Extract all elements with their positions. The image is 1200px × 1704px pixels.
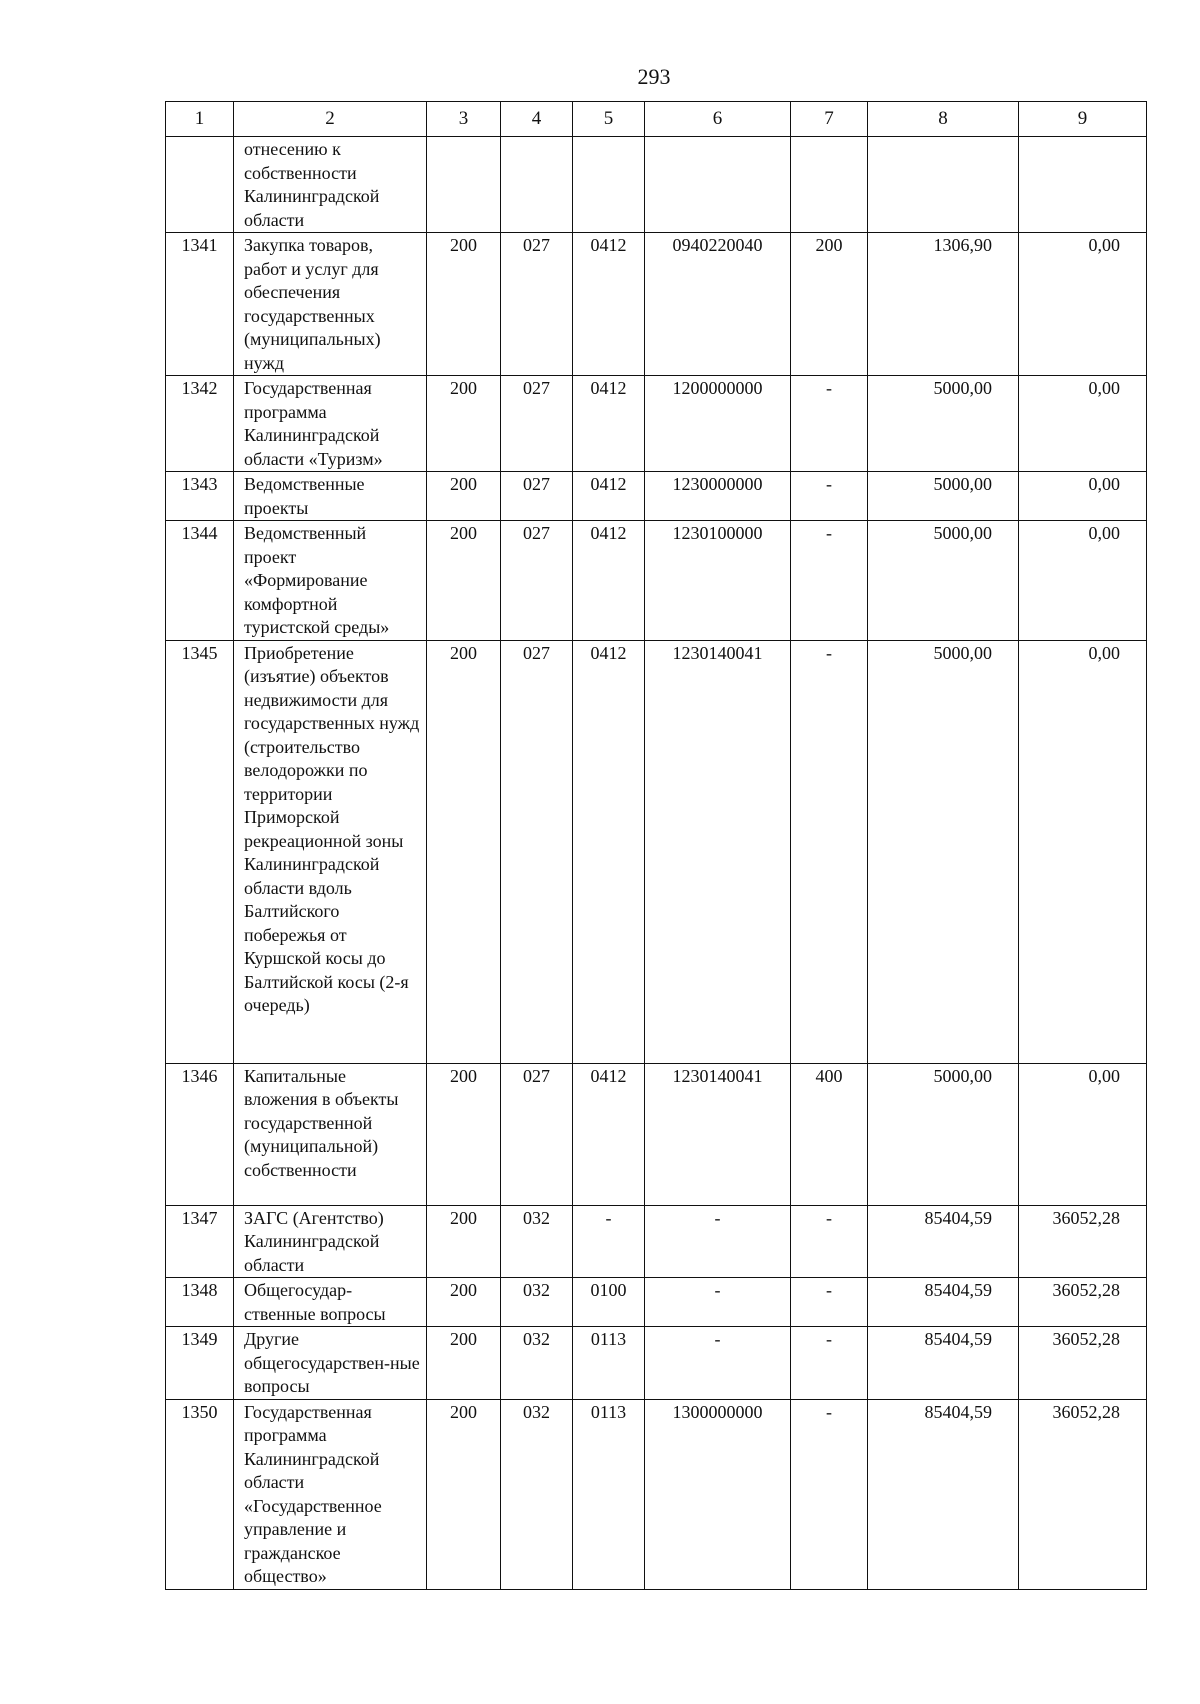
table-row [166,233,1147,376]
cell-col4: 027 [501,1063,573,1205]
cell-col7: - [791,1278,868,1327]
cell-col5: 0412 [573,1063,645,1205]
cell-col8: 85404,59 [868,1399,1019,1589]
cell-col5: 0412 [573,640,645,1063]
cell-col5: - [573,1205,645,1278]
row-number: 1350 [166,1399,234,1589]
cell-col3: 200 [427,521,501,641]
item-name: Государственная программа Калининградской области «Государственное управление и гражданское общество» [234,1399,427,1589]
table-row [166,1278,1147,1327]
cell-col3: 200 [427,1399,501,1589]
cell-col3: 200 [427,1063,501,1205]
cell-col5: 0412 [573,376,645,472]
item-name: Закупка товаров, работ и услуг для обеспечения государственных (муниципальных) нужд [234,233,427,376]
cell-col8: 5000,00 [868,376,1019,472]
cell-col8: 85404,59 [868,1327,1019,1400]
table-row [166,137,1147,233]
cell-col5: 0412 [573,472,645,521]
cell-col5: 0412 [573,521,645,641]
column-header-4: 4 [501,102,573,137]
cell-col4: 027 [501,376,573,472]
cell-col3: 200 [427,1278,501,1327]
cell-col7: - [791,472,868,521]
cell-col7: 400 [791,1063,868,1205]
page-number: 293 [637,64,671,89]
column-header-7: 7 [791,102,868,137]
table-row [166,1063,1147,1205]
table-row [166,472,1147,521]
item-name: Ведомственный проект «Формирование комфортной туристской среды» [234,521,427,641]
cell-col8: 85404,59 [868,1205,1019,1278]
row-number: 1343 [166,472,234,521]
cell-col4: 032 [501,1399,573,1589]
column-header-8: 8 [868,102,1019,137]
row-number: 1346 [166,1063,234,1205]
item-name: Капитальные вложения в объекты государственной (муниципальной) собственности [234,1063,427,1205]
cell-col6: 1200000000 [645,376,791,472]
cell-col3: 200 [427,1327,501,1400]
column-header-6: 6 [645,102,791,137]
table-row [166,521,1147,641]
cell-col5: 0113 [573,1399,645,1589]
cell-col6: - [645,1327,791,1400]
cell-col7: - [791,1399,868,1589]
cell-col8: 85404,59 [868,1278,1019,1327]
header-row [166,102,1147,137]
cell-col3 [427,137,501,233]
cell-col7: - [791,521,868,641]
table-row [166,1327,1147,1400]
row-number: 1344 [166,521,234,641]
cell-col9: 0,00 [1019,1063,1147,1205]
cell-col8: 5000,00 [868,472,1019,521]
cell-col5 [573,137,645,233]
cell-col9: 36052,28 [1019,1205,1147,1278]
cell-col4: 032 [501,1278,573,1327]
cell-col8: 5000,00 [868,1063,1019,1205]
row-number: 1347 [166,1205,234,1278]
cell-col7: - [791,376,868,472]
cell-col9: 0,00 [1019,472,1147,521]
column-header-2: 2 [234,102,427,137]
cell-col3: 200 [427,1205,501,1278]
row-number: 1348 [166,1278,234,1327]
column-header-9: 9 [1019,102,1147,137]
table-row [166,1399,1147,1589]
column-header-3: 3 [427,102,501,137]
cell-col9: 36052,28 [1019,1399,1147,1589]
item-name: ЗАГС (Агентство) Калининградской области [234,1205,427,1278]
cell-col9: 0,00 [1019,376,1147,472]
cell-col9: 36052,28 [1019,1278,1147,1327]
cell-col6: 1300000000 [645,1399,791,1589]
cell-col8: 1306,90 [868,233,1019,376]
cell-col6: 1230140041 [645,1063,791,1205]
cell-col9: 36052,28 [1019,1327,1147,1400]
cell-col7: 200 [791,233,868,376]
row-number: 1342 [166,376,234,472]
table-row [166,376,1147,472]
cell-col6: 0940220040 [645,233,791,376]
row-number: 1345 [166,640,234,1063]
cell-col7: - [791,640,868,1063]
column-header-5: 5 [573,102,645,137]
row-number: 1349 [166,1327,234,1400]
cell-col5: 0412 [573,233,645,376]
cell-col8: 5000,00 [868,521,1019,641]
cell-col8: 5000,00 [868,640,1019,1063]
cell-col9: 0,00 [1019,233,1147,376]
cell-col6 [645,137,791,233]
budget-table [165,101,1147,1590]
cell-col5: 0113 [573,1327,645,1400]
cell-col3: 200 [427,233,501,376]
cell-col6: 1230100000 [645,521,791,641]
cell-col8 [868,137,1019,233]
cell-col4: 032 [501,1327,573,1400]
cell-col4: 027 [501,640,573,1063]
cell-col4: 027 [501,472,573,521]
cell-col6: 1230140041 [645,640,791,1063]
column-header-1: 1 [166,102,234,137]
item-name: Государственная программа Калининградской области «Туризм» [234,376,427,472]
cell-col9: 0,00 [1019,521,1147,641]
table-row [166,640,1147,1063]
cell-col9 [1019,137,1147,233]
cell-col7: - [791,1205,868,1278]
cell-col7: - [791,1327,868,1400]
item-name: отнесению к собственности Калининградской области [234,137,427,233]
cell-col6: - [645,1278,791,1327]
table-row [166,1205,1147,1278]
cell-col4: 027 [501,233,573,376]
cell-col3: 200 [427,376,501,472]
cell-col4 [501,137,573,233]
cell-col3: 200 [427,472,501,521]
item-name: Приобретение (изъятие) объектов недвижимости для государственных нужд (строительство велодорожки по территории Приморской рекреационной зоны Калининградской области вдоль Балтийского побережья от Куршской косы до Балтийской косы (2-я очередь) [234,640,427,1063]
cell-col4: 027 [501,521,573,641]
cell-col6: 1230000000 [645,472,791,521]
item-name: Общегосудар-ственные вопросы [234,1278,427,1327]
cell-col6: - [645,1205,791,1278]
row-number: 1341 [166,233,234,376]
cell-col4: 032 [501,1205,573,1278]
cell-col9: 0,00 [1019,640,1147,1063]
item-name: Другие общегосударствен-ные вопросы [234,1327,427,1400]
row-number [166,137,234,233]
cell-col7 [791,137,868,233]
cell-col3: 200 [427,640,501,1063]
item-name: Ведомственные проекты [234,472,427,521]
cell-col5: 0100 [573,1278,645,1327]
